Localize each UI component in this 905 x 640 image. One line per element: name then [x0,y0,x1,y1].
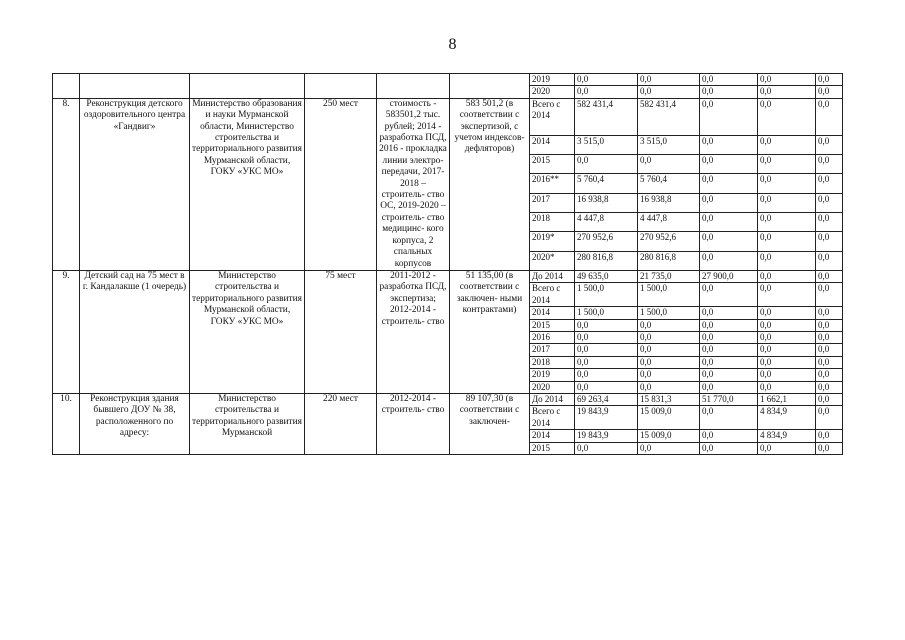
project-stages: 2012-2014 - строитель- ство [377,393,450,454]
value-cell: 0,0 [758,319,816,331]
value-cell: 0,0 [816,86,843,98]
value-cell: 0,0 [638,331,700,343]
value-cell: 0,0 [700,251,758,270]
value-cell: 0,0 [700,98,758,135]
value-cell: 0,0 [758,369,816,381]
value-cell: 0,0 [758,307,816,319]
year-cell: 2015 [530,155,575,174]
year-cell: До 2014 [530,393,575,405]
year-cell: До 2014 [530,270,575,282]
value-cell: 0,0 [700,331,758,343]
value-cell: 0,0 [638,155,700,174]
value-cell: 1 500,0 [575,283,638,307]
value-cell: 0,0 [638,74,700,86]
value-cell: 0,0 [816,307,843,319]
value-cell: 0,0 [700,74,758,86]
year-cell: 2018 [530,356,575,368]
value-cell: 0,0 [816,193,843,212]
project-responsible: Министерство строительства и территориального развития Мурманской [190,393,305,454]
value-cell: 49 635,0 [575,270,638,282]
year-cell: 2019* [530,232,575,251]
value-cell: 0,0 [758,331,816,343]
stages-cell [377,74,450,99]
value-cell: 0,0 [816,430,843,442]
value-cell: 0,0 [575,344,638,356]
value-cell: 0,0 [816,270,843,282]
value-cell: 582 431,4 [638,98,700,135]
year-cell: Всего с 2014 [530,98,575,135]
value-cell: 0,0 [638,381,700,393]
value-cell: 19 843,9 [575,406,638,430]
value-cell: 0,0 [575,331,638,343]
year-cell: 2016 [530,331,575,343]
value-cell: 0,0 [816,393,843,405]
value-cell: 0,0 [638,356,700,368]
table-row [53,270,843,282]
value-cell: 0,0 [758,344,816,356]
value-cell: 0,0 [575,381,638,393]
table-body [53,74,843,455]
project-cost: 583 501,2 (в соответствии с экспертизой, с учетом индексов- дефляторов) [450,98,530,270]
value-cell: 0,0 [700,319,758,331]
value-cell: 0,0 [575,319,638,331]
year-cell: 2018 [530,212,575,231]
project-name: Детский сад на 75 мест в г. Кандалакше (1 очередь) [80,270,190,393]
value-cell: 0,0 [700,86,758,98]
value-cell: 0,0 [638,319,700,331]
value-cell: 0,0 [816,356,843,368]
value-cell: 0,0 [758,74,816,86]
project-name: Реконструкция детского оздоровительного центра «Гандвиг» [80,98,190,270]
value-cell: 0,0 [700,135,758,154]
value-cell: 0,0 [638,369,700,381]
value-cell: 15 831,3 [638,393,700,405]
year-cell: 2019 [530,74,575,86]
value-cell: 5 760,4 [575,174,638,193]
value-cell: 0,0 [758,270,816,282]
year-cell: 2015 [530,442,575,454]
value-cell: 0,0 [816,319,843,331]
table-row [53,74,843,86]
financing-table [52,73,843,455]
project-number: 9. [53,270,80,393]
value-cell: 0,0 [638,86,700,98]
value-cell: 280 816,8 [638,251,700,270]
project-number: 8. [53,98,80,270]
value-cell: 0,0 [700,232,758,251]
value-cell: 16 938,8 [638,193,700,212]
value-cell: 1 500,0 [638,307,700,319]
value-cell: 0,0 [758,135,816,154]
value-cell: 0,0 [816,331,843,343]
year-cell: 2017 [530,344,575,356]
project-capacity: 75 мест [305,270,377,393]
value-cell: 270 952,6 [575,232,638,251]
value-cell: 51 770,0 [700,393,758,405]
value-cell: 1 500,0 [638,283,700,307]
project-cost: 89 107,30 (в соответствии с заключен- [450,393,530,454]
year-cell: 2020 [530,381,575,393]
value-cell: 1 500,0 [575,307,638,319]
value-cell: 0,0 [758,232,816,251]
value-cell: 0,0 [816,442,843,454]
value-cell: 0,0 [700,344,758,356]
value-cell: 0,0 [758,155,816,174]
value-cell: 0,0 [638,344,700,356]
value-cell: 15 009,0 [638,430,700,442]
year-cell: 2017 [530,193,575,212]
project-stages: 2011-2012 - разработка ПСД, экспертиза; 2012-2014 - строитель- ство [377,270,450,393]
value-cell: 0,0 [700,174,758,193]
value-cell: 0,0 [758,356,816,368]
responsible-cell [190,74,305,99]
value-cell: 0,0 [700,430,758,442]
capacity-cell [305,74,377,99]
value-cell: 0,0 [700,155,758,174]
value-cell: 582 431,4 [575,98,638,135]
year-cell: 2020 [530,86,575,98]
value-cell: 0,0 [575,86,638,98]
value-cell: 0,0 [758,381,816,393]
value-cell: 0,0 [638,442,700,454]
value-cell: 4 447,8 [575,212,638,231]
year-cell: 2020* [530,251,575,270]
year-cell: 2014 [530,430,575,442]
value-cell: 0,0 [816,174,843,193]
project-name: Реконструкция здания бывшего ДОУ № 38, расположенного по адресу: [80,393,190,454]
name-cell [80,74,190,99]
year-cell: 2014 [530,135,575,154]
value-cell: 0,0 [758,98,816,135]
project-stages: стоимость - 583501,2 тыс. рублей; 2014 - разработка ПСД, 2016 - прокладка линии электро- передачи, 2017-2018 – строитель- ство ОС, 2019-2020 – строитель- ство медицинс- кого корпуса, 2 спальных корпусов [377,98,450,270]
value-cell: 19 843,9 [575,430,638,442]
value-cell: 16 938,8 [575,193,638,212]
table-row [53,98,843,135]
value-cell: 0,0 [575,442,638,454]
value-cell: 0,0 [700,307,758,319]
value-cell: 0,0 [816,251,843,270]
value-cell: 15 009,0 [638,406,700,430]
year-cell: 2015 [530,319,575,331]
year-cell: Всего с 2014 [530,406,575,430]
page-number: 8 [448,36,457,53]
year-cell: Всего с 2014 [530,283,575,307]
value-cell: 0,0 [758,212,816,231]
value-cell: 0,0 [816,344,843,356]
value-cell: 3 515,0 [638,135,700,154]
table-row [53,393,843,405]
value-cell: 69 263,4 [575,393,638,405]
project-capacity: 220 мест [305,393,377,454]
value-cell: 0,0 [700,369,758,381]
value-cell: 0,0 [816,381,843,393]
project-responsible: Министерство строительства и территориального развития Мурманской области, ГОКУ «УКС МО» [190,270,305,393]
value-cell: 0,0 [758,442,816,454]
value-cell: 0,0 [575,356,638,368]
value-cell: 4 834,9 [758,406,816,430]
value-cell: 4 447,8 [638,212,700,231]
value-cell: 1 662,1 [758,393,816,405]
project-number: 10. [53,393,80,454]
year-cell: 2019 [530,369,575,381]
value-cell: 0,0 [575,155,638,174]
year-cell: 2014 [530,307,575,319]
value-cell: 0,0 [758,86,816,98]
year-cell: 2016** [530,174,575,193]
project-responsible: Министерство образования и науки Мурманской области, Министерство строительства и территориального развития Мурманской области, ГОКУ «УКС МО» [190,98,305,270]
value-cell: 0,0 [816,406,843,430]
value-cell: 0,0 [575,369,638,381]
project-cost: 51 135,00 (в соответствии с заключен- ными контрактами) [450,270,530,393]
value-cell: 0,0 [700,381,758,393]
value-cell: 0,0 [575,74,638,86]
value-cell: 0,0 [700,442,758,454]
value-cell: 270 952,6 [638,232,700,251]
value-cell: 0,0 [758,174,816,193]
value-cell: 0,0 [816,74,843,86]
value-cell: 0,0 [816,155,843,174]
value-cell: 3 515,0 [575,135,638,154]
value-cell: 0,0 [816,212,843,231]
no-cell [53,74,80,99]
project-capacity: 250 мест [305,98,377,270]
value-cell: 0,0 [700,406,758,430]
value-cell: 21 735,0 [638,270,700,282]
value-cell: 280 816,8 [575,251,638,270]
value-cell: 0,0 [700,356,758,368]
value-cell: 0,0 [758,283,816,307]
value-cell: 0,0 [700,193,758,212]
value-cell: 0,0 [758,193,816,212]
value-cell: 0,0 [816,232,843,251]
value-cell: 0,0 [700,212,758,231]
value-cell: 0,0 [816,283,843,307]
value-cell: 0,0 [700,283,758,307]
value-cell: 0,0 [816,369,843,381]
value-cell: 0,0 [816,135,843,154]
value-cell: 5 760,4 [638,174,700,193]
cost-cell [450,74,530,99]
value-cell: 0,0 [758,251,816,270]
value-cell: 4 834,9 [758,430,816,442]
value-cell: 0,0 [816,98,843,135]
value-cell: 27 900,0 [700,270,758,282]
